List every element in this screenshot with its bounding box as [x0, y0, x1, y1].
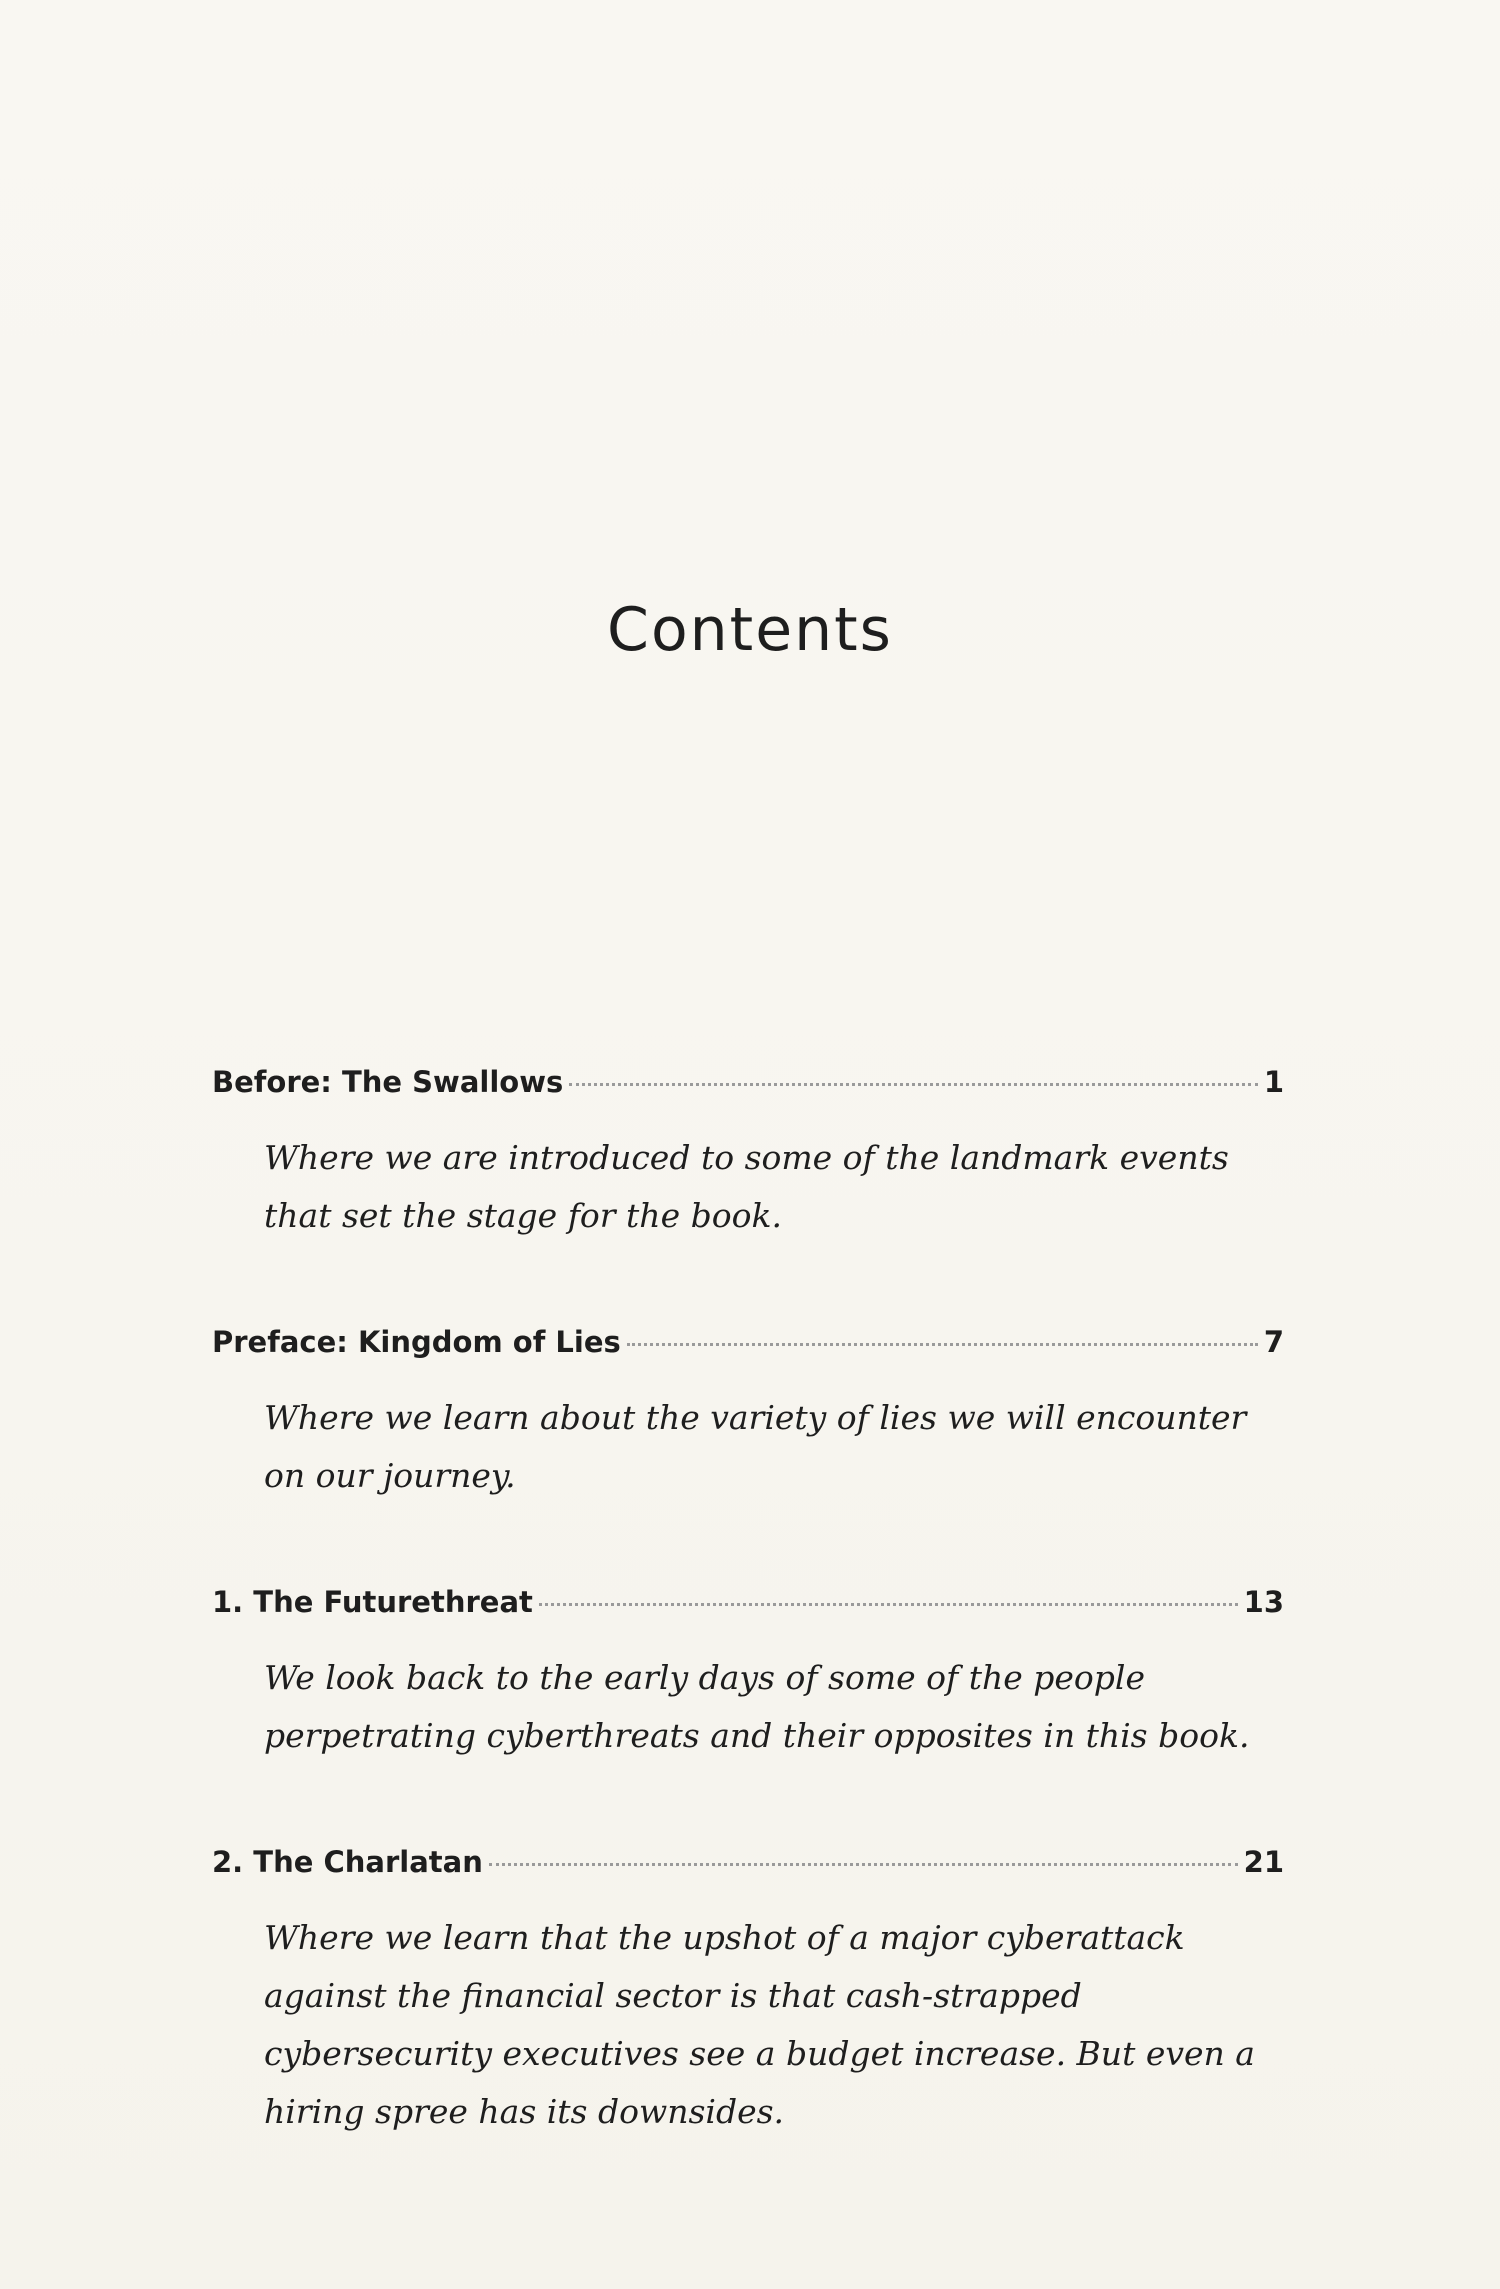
toc-entry-title: 2. The Charlatan	[212, 1845, 483, 1879]
toc-entry-description: Where we are introduced to some of the landmark events that set the stage for the book.	[264, 1138, 1229, 1235]
toc-entry-description: We look back to the early days of some of the people perpetrating cyberthreats and their opposites in this book.	[264, 1658, 1250, 1755]
toc-entry	[212, 1845, 1284, 2141]
dot-leader	[489, 1863, 1238, 1866]
toc-entry-header	[212, 1325, 1284, 1381]
dot-leader	[627, 1343, 1258, 1346]
toc-entry-title: 1. The Futurethreat	[212, 1585, 533, 1619]
toc-entry	[212, 1585, 1284, 1765]
toc-entry-description: Where we learn about the variety of lies we will encounter on our journey.	[264, 1398, 1247, 1495]
toc-entry-title: Before: The Swallows	[212, 1065, 564, 1099]
toc-entry	[212, 1065, 1284, 1245]
toc-entry-title: Preface: Kingdom of Lies	[212, 1325, 621, 1359]
toc-entry	[212, 1325, 1284, 1505]
toc-entry-page-number: 1	[1263, 1065, 1284, 1099]
dot-leader	[569, 1083, 1258, 1086]
toc-entry-description: Where we learn that the upshot of a major cyberattack against the financial sector is that cash-strapped cybersecurity executives see a budget increase. But even a hiring spree has its downsides.	[264, 1918, 1255, 2131]
toc-entry-header	[212, 1845, 1284, 1901]
toc-entry-page-number: 13	[1243, 1585, 1284, 1619]
page-title: Contents	[607, 595, 893, 665]
toc-entry-page-number: 21	[1243, 1845, 1284, 1879]
toc-entry-header	[212, 1585, 1284, 1641]
table-of-contents	[212, 1065, 1284, 2221]
toc-entry-page-number: 7	[1263, 1325, 1284, 1359]
toc-entry-header	[212, 1065, 1284, 1121]
dot-leader	[539, 1603, 1238, 1606]
